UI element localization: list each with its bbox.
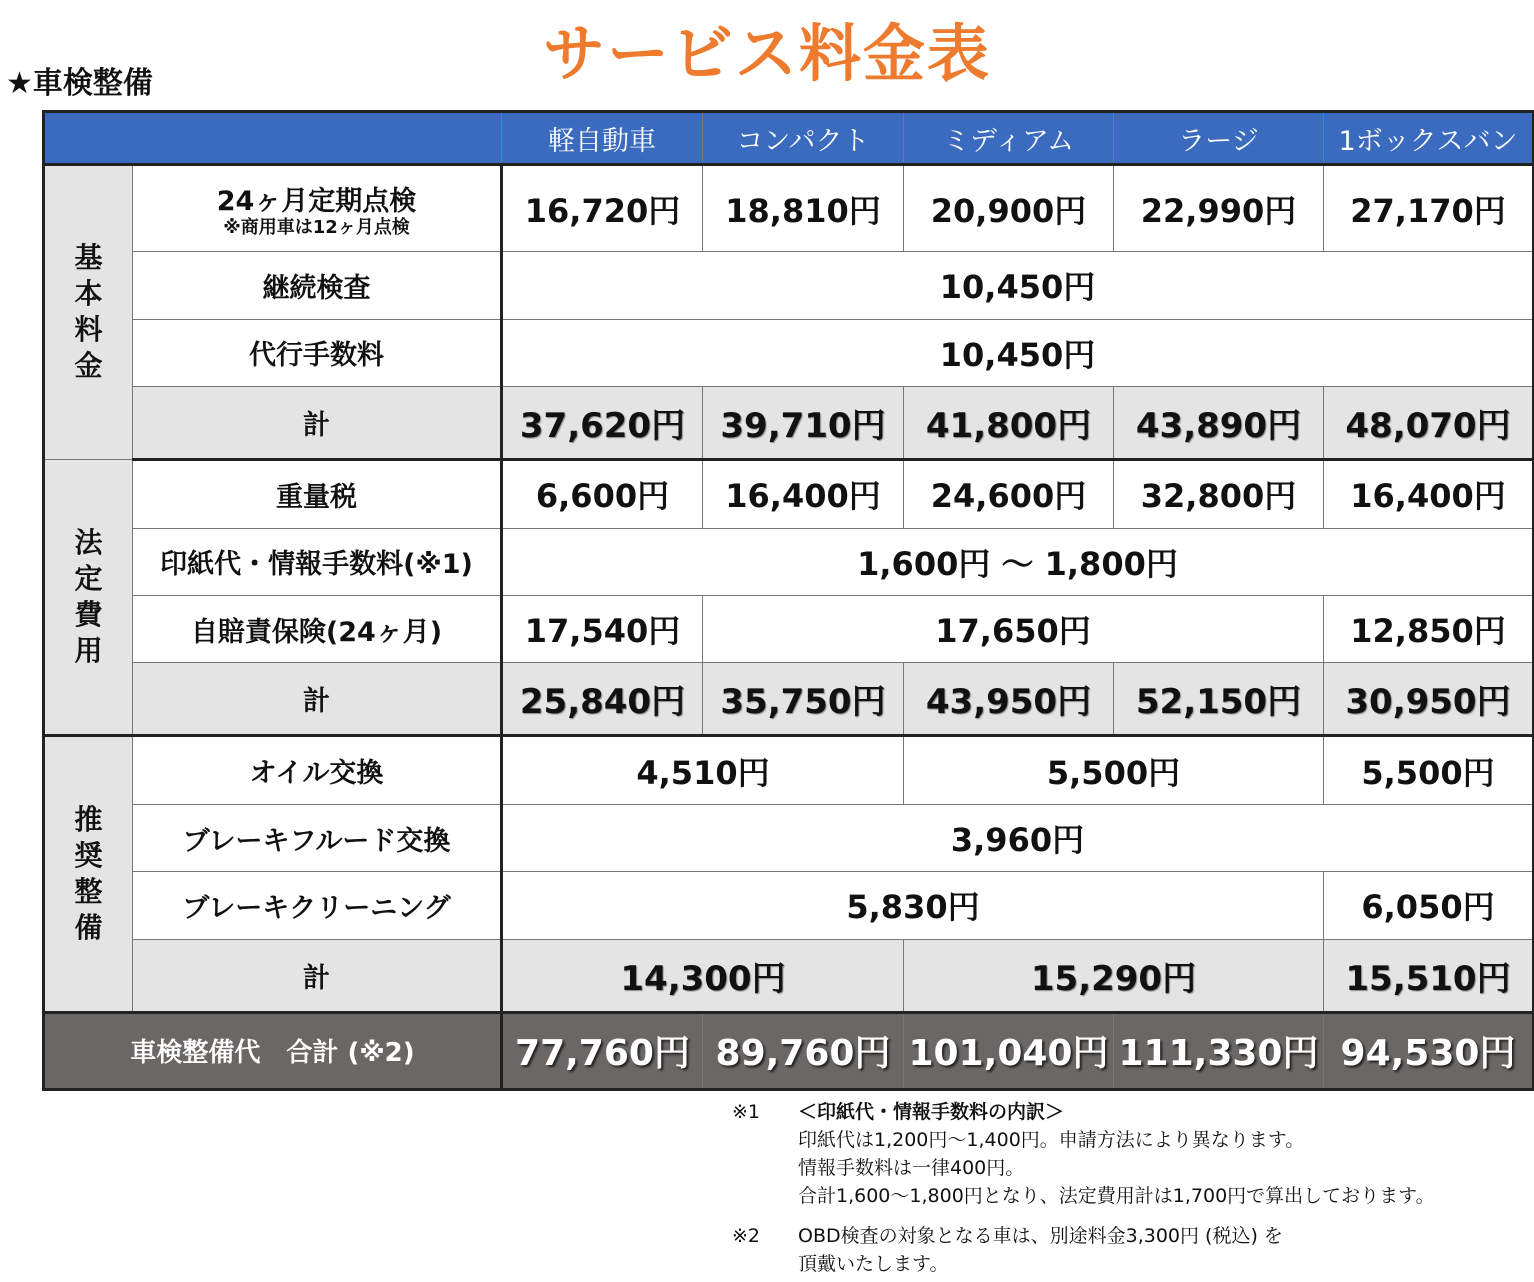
cell-rec-sum-van: 15,510円 xyxy=(1324,939,1534,1012)
row-oil xyxy=(44,736,1534,805)
cell-juryo-compact: 16,400円 xyxy=(703,459,904,528)
cell-basic-sum-large: 43,890円 xyxy=(1114,386,1324,459)
cell-teiki-compact: 18,810円 xyxy=(703,165,904,252)
column-header-large: ラージ xyxy=(1114,112,1324,165)
cell-total-van: 94,530円 xyxy=(1324,1012,1534,1089)
cell-brake-clean-van: 6,050円 xyxy=(1324,872,1534,939)
cell-basic-sum-kei: 37,620円 xyxy=(502,386,703,459)
cell-legal-sum-medium: 43,950円 xyxy=(904,663,1114,736)
row-label-daiko: 代行手数料 xyxy=(133,319,502,386)
header-blank xyxy=(44,112,502,165)
column-header-medium: ミディアム xyxy=(904,112,1114,165)
note-1-header xyxy=(732,1098,1435,1126)
cell-jibai-mid: 17,650円 xyxy=(703,595,1324,662)
group-legal: 法定費用 xyxy=(44,459,133,735)
cell-inshi: 1,600円 ～ 1,800円 xyxy=(502,528,1534,595)
cell-total-medium: 101,040円 xyxy=(904,1012,1114,1089)
cell-legal-sum-large: 52,150円 xyxy=(1114,663,1324,736)
row-inshi xyxy=(44,528,1534,595)
cell-oil-small: 4,510円 xyxy=(502,736,904,805)
table-header-row xyxy=(44,112,1534,165)
note-1-line: 印紙代は1,200円～1,400円。申請方法により異なります。 xyxy=(798,1129,1305,1151)
cell-total-compact: 89,760円 xyxy=(703,1012,904,1089)
note-1-mark: ※1 xyxy=(732,1101,761,1123)
row-label-jibai: 自賠責保険(24ヶ月) xyxy=(133,595,502,662)
note-1-line: 情報手数料は一律400円。 xyxy=(798,1157,1025,1179)
cell-jibai-kei: 17,540円 xyxy=(502,595,703,662)
group-recommended: 推奨整備 xyxy=(44,736,133,1012)
row-label-basic-sum: 計 xyxy=(133,386,502,459)
cell-total-kei: 77,760円 xyxy=(502,1012,703,1089)
cell-juryo-medium: 24,600円 xyxy=(904,459,1114,528)
note-2-line: OBD検査の対象となる車は、別途料金3,300円 (税込) を xyxy=(798,1225,1283,1247)
row-label-keizoku: 継続検査 xyxy=(133,252,502,319)
cell-teiki-van: 27,170円 xyxy=(1324,165,1534,252)
cell-basic-sum-van: 48,070円 xyxy=(1324,386,1534,459)
teiki-note: ※商用車は12ヶ月点検 xyxy=(223,217,410,239)
cell-juryo-kei: 6,600円 xyxy=(502,459,703,528)
cell-oil-mid: 5,500円 xyxy=(904,736,1324,805)
note-2-line: 頂戴いたします。 xyxy=(798,1253,949,1275)
row-grand-total xyxy=(44,1012,1534,1089)
note-1-title: ＜印紙代・情報手数料の内訳＞ xyxy=(798,1101,1065,1123)
cell-basic-sum-compact: 39,710円 xyxy=(703,386,904,459)
cell-juryo-large: 32,800円 xyxy=(1114,459,1324,528)
row-label-juryo: 重量税 xyxy=(133,459,502,528)
row-brake-fluid xyxy=(44,805,1534,872)
page-title: サービス料金表 xyxy=(542,17,991,90)
note-2 xyxy=(732,1222,1435,1250)
cell-teiki-medium: 20,900円 xyxy=(904,165,1114,252)
cell-teiki-large: 22,990円 xyxy=(1114,165,1324,252)
cell-teiki-kei: 16,720円 xyxy=(502,165,703,252)
price-table xyxy=(42,110,1534,1091)
row-label-grand-total: 車検整備代 合計 (※2) xyxy=(44,1012,502,1089)
row-label-oil: オイル交換 xyxy=(133,736,502,805)
cell-daiko: 10,450円 xyxy=(502,319,1534,386)
row-label-teiki xyxy=(133,165,502,252)
footnotes xyxy=(732,1098,1435,1278)
cell-rec-sum-mid: 15,290円 xyxy=(904,939,1324,1012)
cell-total-large: 111,330円 xyxy=(1114,1012,1324,1089)
row-keizoku xyxy=(44,252,1534,319)
cell-legal-sum-compact: 35,750円 xyxy=(703,663,904,736)
row-basic-sum xyxy=(44,386,1534,459)
note-2-mark: ※2 xyxy=(732,1225,761,1247)
row-label-brake-clean: ブレーキクリーニング xyxy=(133,872,502,939)
row-label-legal-sum: 計 xyxy=(133,663,502,736)
teiki-label-text: 24ヶ月定期点検 xyxy=(216,186,417,218)
column-header-van: 1ボックスバン xyxy=(1324,112,1534,165)
row-brake-clean xyxy=(44,872,1534,939)
row-label-rec-sum: 計 xyxy=(133,939,502,1012)
cell-juryo-van: 16,400円 xyxy=(1324,459,1534,528)
cell-oil-van: 5,500円 xyxy=(1324,736,1534,805)
row-juryo xyxy=(44,459,1534,528)
section-title: ★車検整備 xyxy=(6,66,153,101)
row-daiko xyxy=(44,319,1534,386)
row-teiki xyxy=(44,165,1534,252)
row-rec-sum xyxy=(44,939,1534,1012)
column-header-compact: コンパクト xyxy=(703,112,904,165)
cell-keizoku: 10,450円 xyxy=(502,252,1534,319)
cell-brake-fluid: 3,960円 xyxy=(502,805,1534,872)
row-legal-sum xyxy=(44,663,1534,736)
cell-rec-sum-small: 14,300円 xyxy=(502,939,904,1012)
cell-jibai-van: 12,850円 xyxy=(1324,595,1534,662)
row-jibai xyxy=(44,595,1534,662)
cell-legal-sum-kei: 25,840円 xyxy=(502,663,703,736)
row-label-inshi: 印紙代・情報手数料(※1) xyxy=(133,528,502,595)
cell-basic-sum-medium: 41,800円 xyxy=(904,386,1114,459)
group-basic: 基本料金 xyxy=(44,165,133,460)
column-header-kei: 軽自動車 xyxy=(502,112,703,165)
cell-brake-clean-main: 5,830円 xyxy=(502,872,1324,939)
note-1-line: 合計1,600～1,800円となり、法定費用計は1,700円で算出しております。 xyxy=(798,1185,1435,1207)
row-label-brake-fluid: ブレーキフルード交換 xyxy=(133,805,502,872)
cell-legal-sum-van: 30,950円 xyxy=(1324,663,1534,736)
